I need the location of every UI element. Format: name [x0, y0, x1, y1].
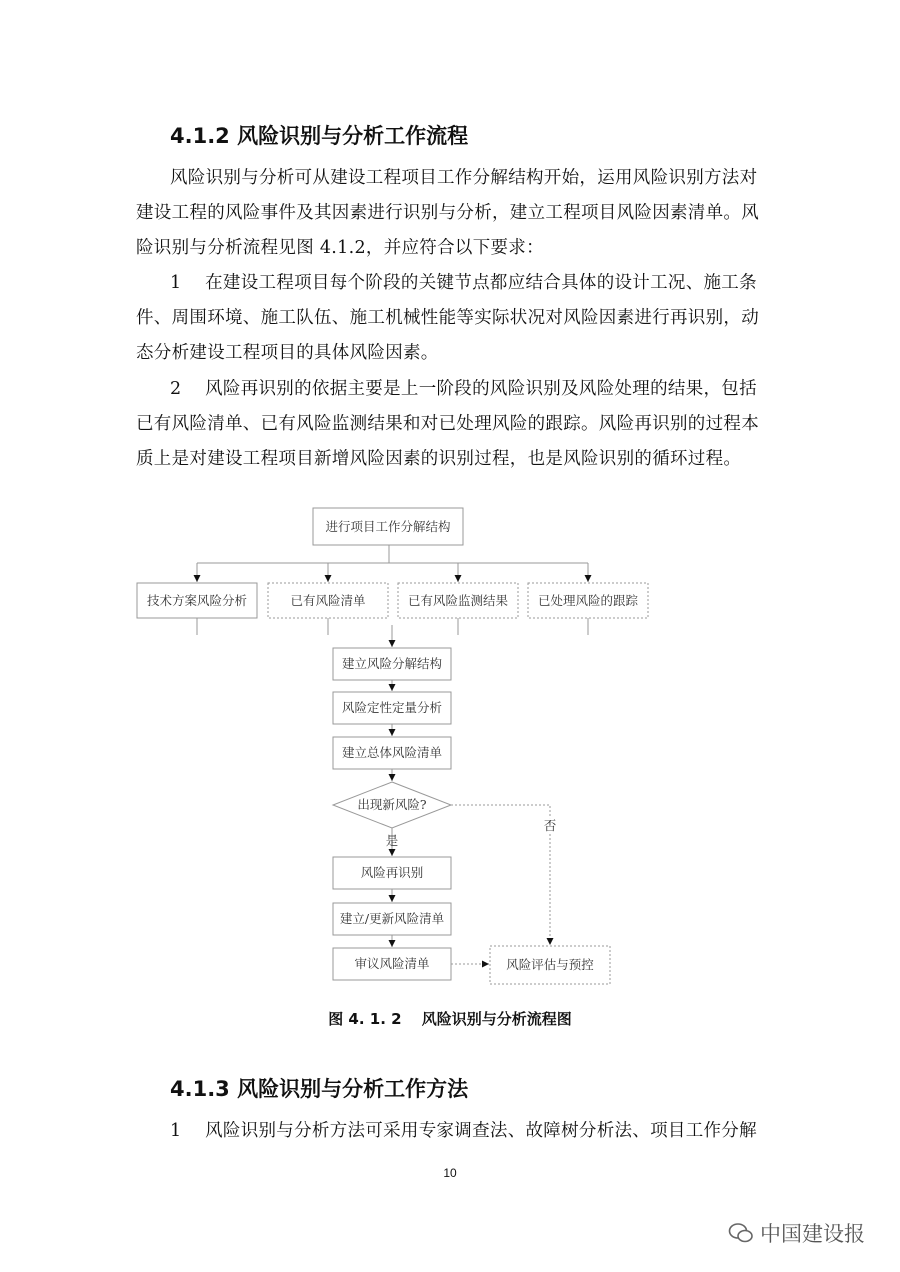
flow-label: 风险再识别	[360, 865, 424, 880]
paragraph-line: 件、周围环境、施工队伍、施工机械性能等实际状况对风险因素进行再识别，动	[136, 308, 759, 328]
figure-caption: 图 4. 1. 2 风险识别与分析流程图	[328, 1010, 572, 1028]
paragraph-line: 风险识别与分析可从建设工程项目工作分解结构开始，运用风险识别方法对	[170, 168, 758, 188]
paragraph-line: 2 风险再识别的依据主要是上一阶段的风险识别及风险处理的结果，包括	[170, 379, 757, 399]
flow-label: 已有风险清单	[290, 593, 366, 608]
flow-label: 已有风险监测结果	[407, 593, 509, 608]
watermark	[728, 1218, 865, 1248]
flow-label: 技术方案风险分析	[146, 593, 248, 608]
wechat-icon	[728, 1222, 754, 1244]
section-heading-4-1-2: 4.1.2 风险识别与分析工作流程	[170, 124, 469, 148]
flow-label: 审议风险清单	[354, 956, 430, 971]
yes-label: 是	[385, 833, 399, 848]
decision-label: 出现新风险?	[357, 797, 427, 812]
paragraph-line: 险识别与分析流程见图 4.1.2，并应符合以下要求：	[136, 238, 544, 258]
flow-label: 风险定性定量分析	[341, 700, 443, 715]
section-heading-4-1-3: 4.1.3 风险识别与分析工作方法	[170, 1077, 469, 1101]
paragraph-line: 质上是对建设工程项目新增风险因素的识别过程，也是风险识别的循环过程。	[136, 449, 742, 469]
paragraph-line: 态分析建设工程项目的具体风险因素。	[136, 343, 439, 363]
no-label: 否	[543, 818, 557, 833]
flow-label: 建立总体风险清单	[341, 745, 443, 760]
flow-label: 建立风险分解结构	[341, 656, 443, 671]
watermark-text: 中国建设报	[760, 1222, 865, 1246]
paragraph-line: 建设工程的风险事件及其因素进行识别与分析，建立工程项目风险因素清单。风	[136, 203, 759, 223]
flow-label: 建立/更新风险清单	[339, 911, 445, 926]
paragraph-line: 1 在建设工程项目每个阶段的关键节点都应结合具体的设计工况、施工条	[170, 273, 757, 293]
flow-label: 风险评估与预控	[506, 957, 594, 972]
flow-label: 进行项目工作分解结构	[325, 519, 451, 534]
page-number: 10	[443, 1166, 457, 1180]
paragraph-line: 1 风险识别与分析方法可采用专家调查法、故障树分析法、项目工作分解	[170, 1121, 757, 1141]
paragraph-line: 已有风险清单、已有风险监测结果和对已处理风险的跟踪。风险再识别的过程本	[136, 414, 759, 434]
flow-label: 已处理风险的跟踪	[537, 593, 639, 608]
